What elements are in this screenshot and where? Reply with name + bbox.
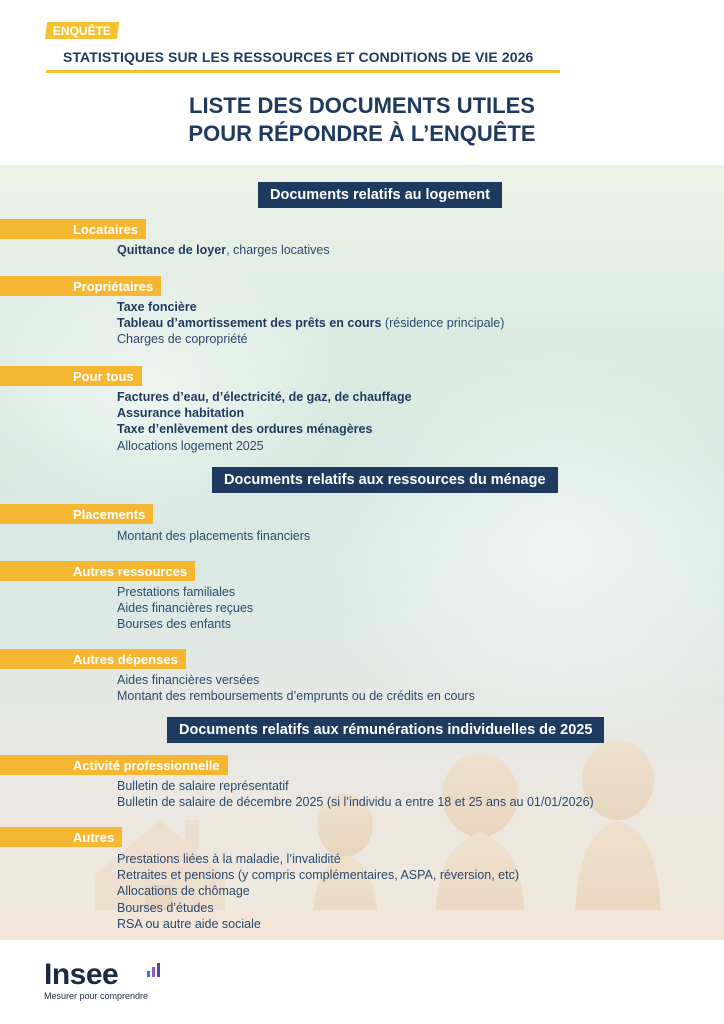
document-item [117,616,231,632]
document-item [117,688,475,704]
document-item-text: Prestations liées à la maladie, l’invalidité [117,852,341,866]
document-item-text: Bulletin de salaire de décembre 2025 (si l’individu a entre 18 et 25 ans au 01/01/2026) [117,795,594,810]
document-item [117,867,519,883]
document-item-emphasis: Tableau d’amortissement des prêts en cours [117,316,382,331]
category-tab-autres-ressources: Autres ressources [0,561,195,581]
logo-tagline: Mesurer pour comprendre [44,991,149,1001]
category-tab-autres: Autres [0,827,122,847]
document-item [117,794,594,810]
document-item-text: Montant des remboursements d’emprunts ou de crédits en cours [117,689,475,704]
section-header: Documents relatifs aux ressources du ménage [212,467,558,493]
survey-tag: ENQUÊTE [45,22,119,39]
logo-bar-3 [157,963,160,977]
document-item [117,883,250,899]
document-item-text: Aides financières reçues [117,601,254,616]
document-item-emphasis: Factures d’eau, d’électricité, de gaz, de chauffage [117,390,412,404]
document-item [117,528,310,544]
page-title-line-2: POUR RÉPONDRE À L’ENQUÊTE [188,121,536,146]
section-header: Documents relatifs aux rémunérations individuelles de 2025 [167,717,604,743]
document-item-emphasis: Assurance habitation [117,406,245,421]
document-item-text: RSA ou autre aide sociale [117,916,261,931]
document-item [117,672,259,688]
document-item [117,851,341,867]
document-item [117,405,244,421]
document-item-text: Retraites et pensions (y compris complémentaires, ASPA, réversion, etc) [117,868,520,883]
document-item [117,421,372,437]
document-item-text: (résidence principale) [381,316,505,331]
category-tab-autres-depenses: Autres dépenses [0,649,186,669]
logo-bar-2 [152,967,155,977]
document-item-text: Montant des placements financiers [117,529,311,543]
document-item [117,778,289,794]
document-item [117,331,248,347]
document-item [117,584,235,600]
page-title-line-1: LISTE DES DOCUMENTS UTILES [189,93,535,118]
document-item [117,916,261,932]
document-item-text: Prestations familiales [117,585,236,599]
document-item-text: Charges de copropriété [117,332,248,347]
survey-title: STATISTIQUES SUR LES RESSOURCES ET CONDITIONS DE VIE 2026 [63,49,534,65]
category-tab-activite-professionnelle: Activité professionnelle [0,755,228,775]
document-item-text: Aides financières versées [117,673,260,687]
document-item-text: Bourses des enfants [117,617,231,632]
document-item [117,389,412,405]
document-item-text: Allocations logement 2025 [117,438,264,453]
document-item-text: , charges locatives [226,243,330,257]
title-underline [46,70,560,73]
document-item-text: Allocations de chômage [117,884,250,899]
document-item-text: Bourses d’études [117,900,214,915]
document-item [117,315,504,331]
document-item [117,242,330,258]
document-item [117,299,197,315]
category-tab-pour-tous: Pour tous [0,366,142,386]
document-item-emphasis: Quittance de loyer [117,243,227,257]
document-item-emphasis: Taxe d’enlèvement des ordures ménagères [117,422,373,437]
document-item [117,438,264,454]
document-item [117,600,253,616]
page-title [0,92,724,148]
category-tab-proprietaires: Propriétaires [0,276,161,296]
logo-bar-1 [147,971,150,977]
document-item-emphasis: Taxe foncière [117,300,197,314]
category-tab-locataires: Locataires [0,219,146,239]
logo-wordmark: Insee [44,958,119,991]
document-item-text: Bulletin de salaire représentatif [117,779,289,793]
insee-logo [44,960,148,1001]
document-item [117,900,214,916]
section-header: Documents relatifs au logement [258,182,502,208]
category-tab-placements: Placements [0,504,153,524]
logo-bars-icon [147,963,163,977]
